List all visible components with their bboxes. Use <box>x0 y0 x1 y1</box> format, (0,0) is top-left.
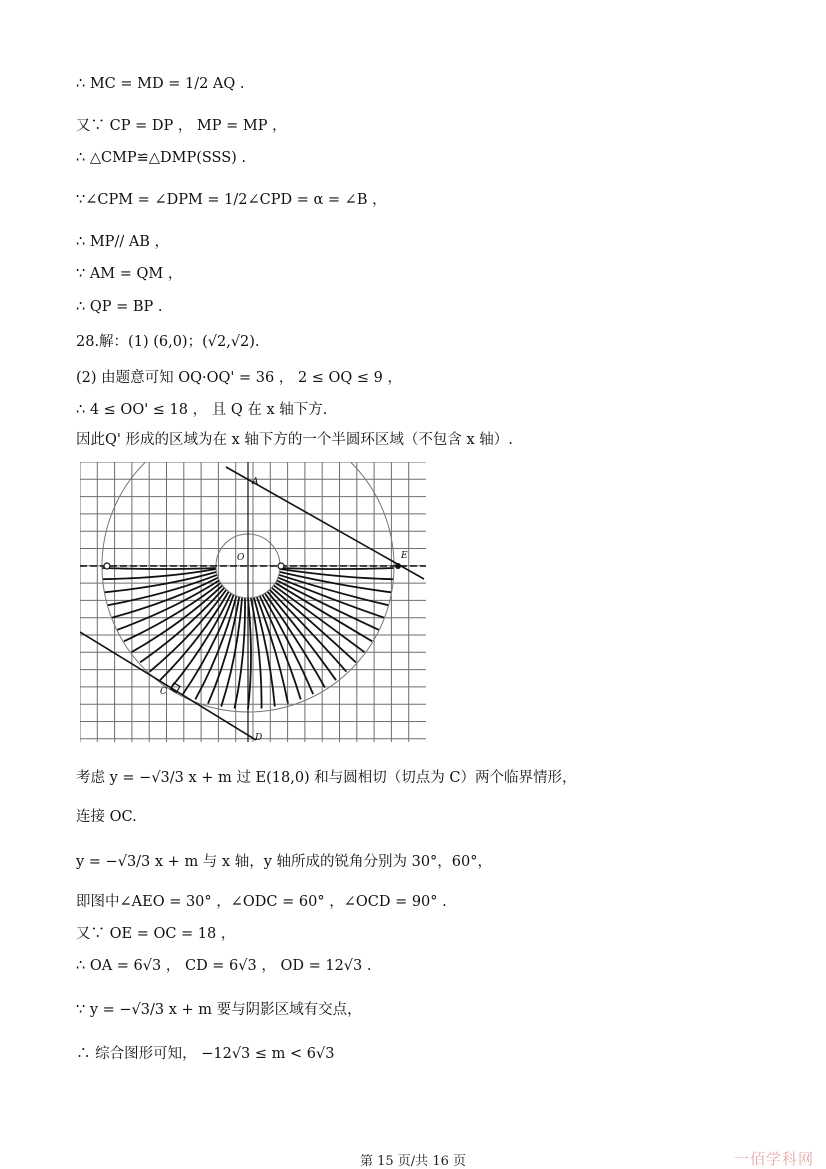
text-line-5: ∴ MP// AB ， <box>76 234 170 250</box>
text-line-18: ∵ y = −√3/3 x + m 要与阴影区域有交点， <box>76 1002 362 1018</box>
text-line-13: 连接 OC. <box>76 809 137 825</box>
text-line-19: ∴ 综合图形可知， −12√3 ≤ m < 6√3 <box>76 1046 335 1062</box>
hatch-stroke <box>280 568 394 569</box>
label-A: A <box>252 477 259 487</box>
label-E: E <box>401 551 408 561</box>
text-line-9: (2) 由题意可知 OQ·OQ' = 36 ， 2 ≤ OQ ≤ 9 ， <box>76 370 403 386</box>
text-line-1: ∴ MC = MD = 1/2 AQ . <box>76 76 245 92</box>
hatch-stroke <box>102 568 216 569</box>
text-line-14: y = −√3/3 x + m 与 x 轴，y 轴所成的锐角分别为 30°，60°， <box>76 854 493 870</box>
text-line-3: ∴ △CMP≌△DMP(SSS) . <box>76 150 247 166</box>
label-O: O <box>237 553 245 563</box>
watermark: 一佰学科网 <box>733 1150 814 1168</box>
point-E <box>395 563 401 569</box>
label-D: D <box>255 733 263 742</box>
point-inner-endpoint <box>278 563 284 569</box>
text-line-6: ∵ AM = QM ， <box>76 266 183 282</box>
text-line-11: 因此Q' 形成的区域为在 x 轴下方的一个半圆环区域（不包含 x 轴）. <box>76 432 513 448</box>
text-line-2: 又∵ CP = DP ， MP = MP ， <box>76 118 287 134</box>
point-left-endpoint <box>104 563 110 569</box>
text-line-15: 即图中∠AEO = 30° ，∠ODC = 60° ，∠OCD = 90° . <box>76 894 447 910</box>
semicircle-region-figure <box>80 462 426 742</box>
text-line-17: ∴ OA = 6√3 ， CD = 6√3 ， OD = 12√3 . <box>76 958 372 974</box>
text-line-16: 又∵ OE = OC = 18 ， <box>76 926 236 942</box>
page-footer: 第 15 页/共 16 页 <box>360 1154 466 1169</box>
text-line-7: ∴ QP = BP . <box>76 299 163 315</box>
text-line-12: 考虑 y = −√3/3 x + m 过 E(18,0) 和与圆相切（切点为 C）两个临界情形， <box>76 770 577 786</box>
label-C: C <box>160 687 167 697</box>
text-line-4: ∵∠CPM = ∠DPM = 1/2∠CPD = α = ∠B ， <box>76 192 387 208</box>
text-line-10: ∴ 4 ≤ OO' ≤ 18 ， 且 Q 在 x 轴下方. <box>76 402 328 418</box>
text-line-8: 28.解：(1) (6,0)；(√2,√2). <box>76 334 260 350</box>
